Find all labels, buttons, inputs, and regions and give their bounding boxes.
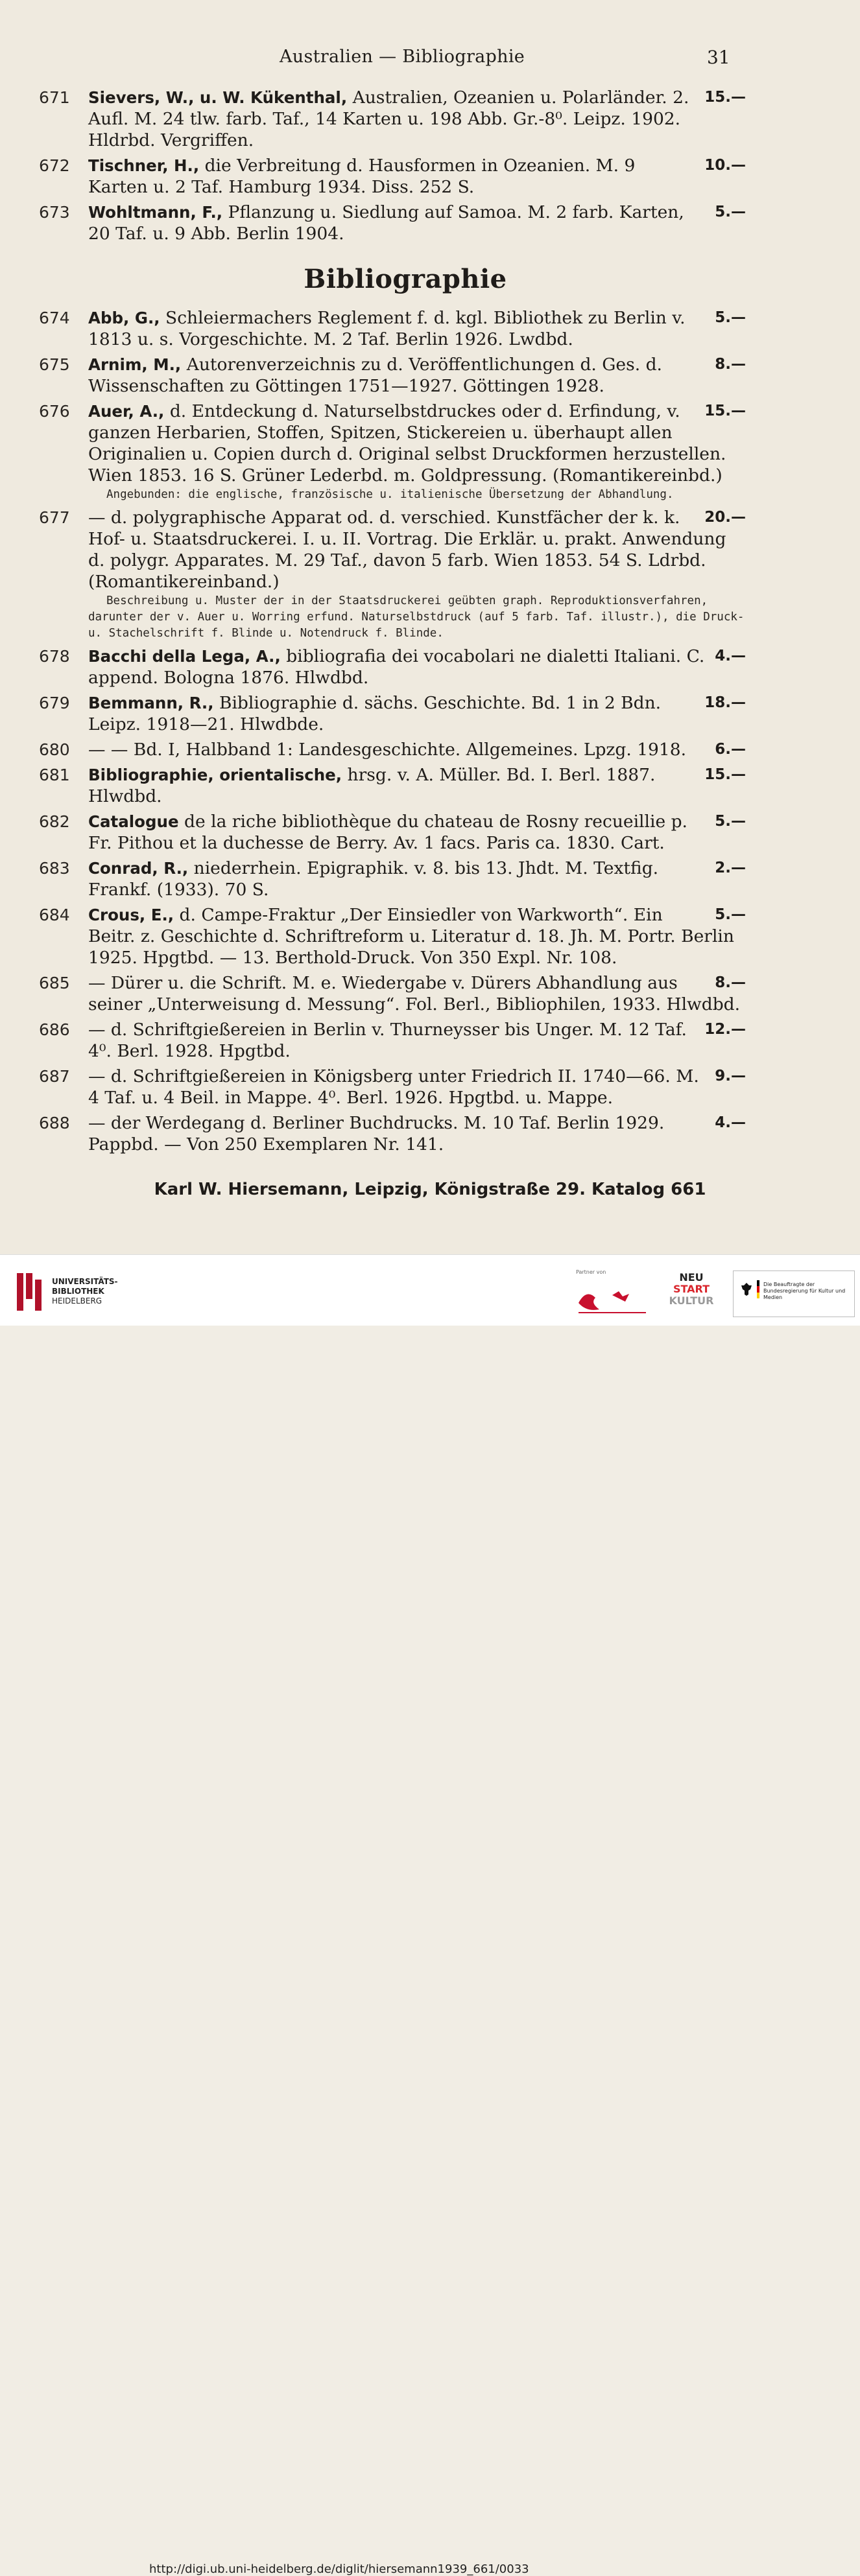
catalog-entry <box>39 155 746 198</box>
entry-note: Beschreibung u. Muster der in der Staatsdruckerei geübten graph. Reproduktionsverfahren, darunter der v. Auer u. Worring erfund. Naturselbstdruck (auf 5 farb. Taf. illustr.), die Druck- u. Stachelschrift f. Blinde u. Notendruck f. Blinde. <box>88 594 745 640</box>
entry-price: 12.— <box>704 1021 746 1038</box>
scanned-page <box>0 0 860 1254</box>
catalog-entry <box>39 739 746 760</box>
entry-author: Wohltmann, F., <box>88 203 223 222</box>
entry-description: — — Bd. I, Halbband 1: Landesgeschichte. Allgemeines. Lpzg. 1918. <box>88 740 687 760</box>
ddb-logo-icon <box>573 1283 651 1316</box>
bibliographie-entries <box>39 307 746 1155</box>
entry-price: 4.— <box>715 648 746 664</box>
entry-description: Autorenverzeichnis zu d. Veröffentlichungen d. Ges. d. Wissenschaften zu Göttingen 1751—1927. Göttingen 1928. <box>88 355 662 396</box>
page-number: 31 <box>707 47 730 68</box>
neustart-kultur-logo <box>668 1272 715 1307</box>
catalog-entry <box>39 646 746 688</box>
catalog-entry <box>39 202 746 244</box>
catalog-entry <box>39 972 746 1015</box>
entry-price: 4.— <box>715 1114 746 1131</box>
entry-description: d. Entdeckung d. Naturselbstdruckes oder d. Erfindung, v. ganzen Herbarien, Stoffen, Spitzen, Stickereien u. überhaupt allen Originalien u. Copien durch d. Original selbst Druckformen herzustellen. Wien 1853. 16 S. Grüner Lederbd. m. Goldpressung. (Romantikereinbd.) <box>88 401 726 486</box>
entry-author: Arnim, M., <box>88 355 182 374</box>
entry-price: 15.— <box>704 89 746 106</box>
german-flag-icon <box>757 1280 759 1298</box>
entry-number: 676 <box>39 402 70 421</box>
entry-number: 682 <box>39 812 70 831</box>
entry-description: niederrhein. Epigraphik. v. 8. bis 13. Jhdt. M. Textfig. Frankf. (1933). 70 S. <box>88 858 659 900</box>
catalog-entry <box>39 811 746 854</box>
entry-price: 6.— <box>715 741 746 758</box>
bkm-logo <box>733 1270 855 1317</box>
neustart-line-3: KULTUR <box>669 1294 714 1307</box>
entry-number: 675 <box>39 355 70 374</box>
catalog-entry <box>39 1066 746 1108</box>
catalog-entry <box>39 307 746 350</box>
entry-number: 671 <box>39 88 70 107</box>
entry-author: Sievers, W., u. W. Kükenthal, <box>88 88 348 107</box>
entry-description: Pflanzung u. Siedlung auf Samoa. M. 2 farb. Karten, 20 Taf. u. 9 Abb. Berlin 1904. <box>88 202 684 244</box>
entry-author: Auer, A., <box>88 402 165 421</box>
entry-description: — d. Schriftgießereien in Königsberg unter Friedrich II. 1740—66. M. 4 Taf. u. 4 Beil. in Mappe. 4⁰. Berl. 1926. Hpgtbd. u. Mappe. <box>88 1066 699 1108</box>
catalog-entry <box>39 858 746 900</box>
catalog-entries <box>39 87 746 1159</box>
entry-number: 680 <box>39 740 70 759</box>
entry-price: 5.— <box>715 906 746 923</box>
section-title: Bibliographie <box>304 264 507 294</box>
entry-number: 679 <box>39 694 70 712</box>
catalog-entry <box>39 354 746 397</box>
bkm-label: Die Beauftragte der Bundesregierung für Kultur und Medien <box>763 1282 846 1300</box>
top-entries <box>39 87 746 244</box>
entry-price: 15.— <box>704 766 746 783</box>
entry-author: Bibliographie, orientalische, <box>88 766 342 784</box>
entry-description: Bibliographie d. sächs. Geschichte. Bd. 1 in 2 Bdn. Leipz. 1918—21. Hlwdbde. <box>88 693 662 734</box>
entry-price: 5.— <box>715 204 746 220</box>
publisher-footer: Karl W. Hiersemann, Leipzig, Königstraße 29. Katalog 661 <box>154 1180 706 1199</box>
entry-description: bibliografia dei vocabolari ne dialetti Italiani. C. append. Bologna 1876. Hlwdbd. <box>88 646 705 688</box>
catalog-entry <box>39 1019 746 1062</box>
entry-price: 9.— <box>715 1068 746 1084</box>
entry-number: 673 <box>39 203 70 222</box>
digitization-footer-bar <box>0 1254 860 2576</box>
entry-author: Bacchi della Lega, A., <box>88 647 281 666</box>
entry-description: — d. polygraphische Apparat od. d. verschied. Kunstfächer der k. k. Hof- u. Staatsdruckerei. I. u. II. Vortrag. Die Erklär. u. prakt. Anwendung d. polygr. Apparates. M. 29 Taf., davon 5 farb. Wien 1853. 54 S. Ldrbd. (Romantikereinband.) <box>88 508 726 592</box>
entry-number: 683 <box>39 859 70 878</box>
page-url[interactable]: http://digi.ub.uni-heidelberg.de/diglit/hiersemann1939_661/0033 <box>149 2562 529 2576</box>
federal-eagle-icon <box>740 1282 753 1297</box>
ub-line-2: BIBLIOTHEK <box>52 1287 104 1296</box>
entry-author: Catalogue <box>88 812 179 831</box>
entry-author: Bemmann, R., <box>88 694 214 712</box>
entry-author: Abb, G., <box>88 309 160 327</box>
entry-description: — der Werdegang d. Berliner Buchdrucks. M. 10 Taf. Berlin 1929. Pappbd. — Von 250 Exemplaren Nr. 141. <box>88 1113 665 1154</box>
entry-number: 686 <box>39 1020 70 1039</box>
entry-number: 684 <box>39 906 70 924</box>
ub-line-1: UNIVERSITÄTS- <box>52 1277 118 1286</box>
ub-line-3: HEIDELBERG <box>52 1296 102 1306</box>
entry-description: d. Campe-Fraktur „Der Einsiedler von Warkworth“. Ein Beitr. z. Geschichte d. Schriftreform u. Literatur d. 18. Jh. M. Portr. Berlin 1925. Hpgtbd. — 13. Berthold-Druck. Von 350 Expl. Nr. 108. <box>88 905 734 968</box>
partner-label: Partner von <box>576 1269 606 1275</box>
entry-number: 681 <box>39 766 70 784</box>
entry-price: 8.— <box>715 974 746 991</box>
ub-heidelberg-label <box>52 1277 118 1306</box>
entry-author: Crous, E., <box>88 906 174 924</box>
entry-number: 685 <box>39 974 70 992</box>
entry-price: 15.— <box>704 403 746 419</box>
entry-number: 672 <box>39 156 70 175</box>
entry-price: 2.— <box>715 860 746 876</box>
entry-price: 20.— <box>704 509 746 526</box>
entry-number: 674 <box>39 309 70 327</box>
entry-description: — d. Schriftgießereien in Berlin v. Thurneysser bis Unger. M. 12 Taf. 4⁰. Berl. 1928. Hpgtbd. <box>88 1020 687 1061</box>
entry-note: Angebunden: die englische, französische u. italienische Übersetzung der Abhandlung. <box>106 488 674 501</box>
entry-author: Conrad, R., <box>88 859 189 878</box>
catalog-entry <box>39 87 746 151</box>
entry-description: Schleiermachers Reglement f. d. kgl. Bibliothek zu Berlin v. 1813 u. s. Vorgeschichte. M. 2 Taf. Berlin 1926. Lwdbd. <box>88 308 686 349</box>
running-head: Australien — Bibliographie <box>279 47 525 67</box>
entry-price: 5.— <box>715 309 746 326</box>
entry-number: 677 <box>39 508 70 527</box>
catalog-entry <box>39 401 746 503</box>
entry-number: 678 <box>39 647 70 666</box>
catalog-entry <box>39 692 746 735</box>
catalog-entry <box>39 1112 746 1155</box>
neustart-line-2: START <box>673 1283 710 1295</box>
neustart-line-1: NEU <box>679 1271 704 1283</box>
entry-price: 8.— <box>715 356 746 373</box>
entry-price: 10.— <box>704 157 746 174</box>
entry-description: die Verbreitung d. Hausformen in Ozeanien. M. 9 Karten u. 2 Taf. Hamburg 1934. Diss. 252 S. <box>88 156 636 197</box>
entry-description: — Dürer u. die Schrift. M. e. Wiedergabe v. Dürers Abhandlung aus seiner „Unterweisung d. Messung“. Fol. Berl., Bibliophilen, 1933. Hlwdbd. <box>88 973 741 1014</box>
catalog-entry <box>39 904 746 968</box>
ub-heidelberg-logo-icon <box>16 1272 47 1312</box>
catalog-entry <box>39 507 746 642</box>
entry-price: 5.— <box>715 813 746 830</box>
catalog-entry <box>39 764 746 807</box>
entry-number: 688 <box>39 1114 70 1132</box>
entry-description: de la riche bibliothèque du chateau de Rosny recueillie p. Fr. Pithou et la duchesse de Berry. Av. 1 facs. Paris ca. 1830. Cart. <box>88 812 687 853</box>
entry-number: 687 <box>39 1067 70 1086</box>
entry-price: 18.— <box>704 694 746 711</box>
entry-description: hrsg. v. A. Müller. Bd. I. Berl. 1887. Hlwdbd. <box>88 765 656 806</box>
entry-description: Australien, Ozeanien u. Polarländer. 2. Aufl. M. 24 tlw. farb. Taf., 14 Karten u. 198 Abb. Gr.-8⁰. Leipz. 1902. Hldrbd. Vergriffen. <box>88 88 689 150</box>
entry-author: Tischner, H., <box>88 156 200 175</box>
